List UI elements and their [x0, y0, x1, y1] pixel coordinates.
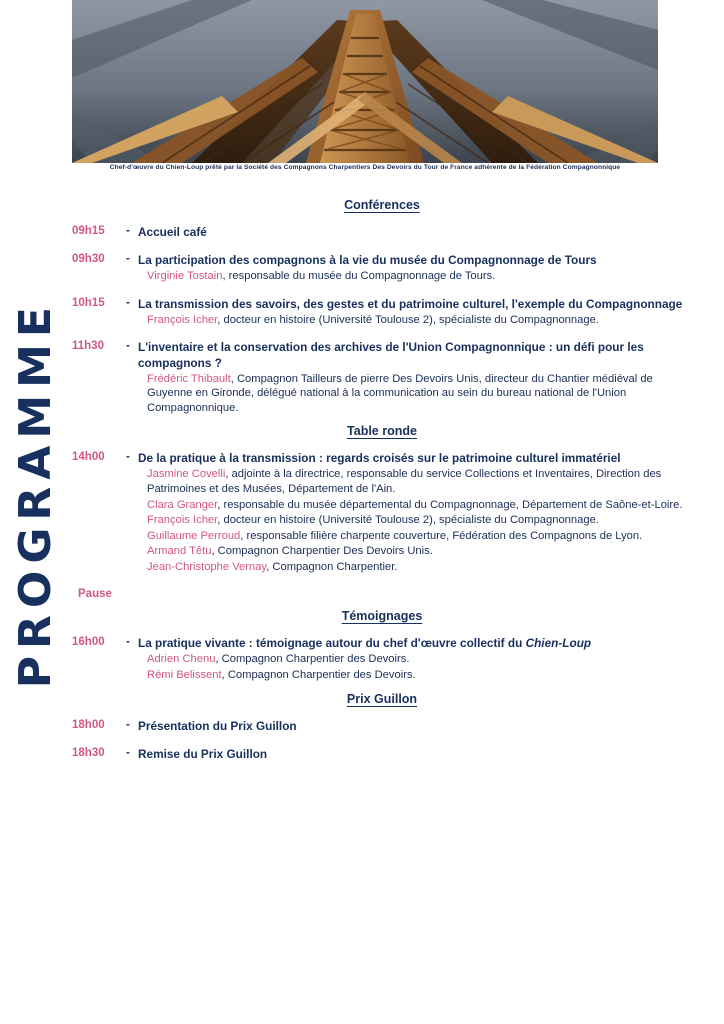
speaker-role: , Compagnon Charpentier des Devoirs.	[215, 653, 410, 666]
entry-body	[138, 747, 692, 762]
speaker	[147, 529, 692, 544]
entry-dash: -	[126, 718, 130, 731]
speaker-role: , adjointe à la directrice, responsable du service Collections et Inventaires, Direction des Patrimoines et des Musées, Département de l'Ain.	[147, 468, 662, 495]
entry-dash: -	[126, 451, 130, 464]
entry-dash: -	[126, 636, 130, 649]
speaker	[147, 467, 692, 496]
speaker-role: , responsable filière charpente couverture, Fédération des Compagnons de Lyon.	[240, 529, 643, 542]
entry-body	[138, 225, 692, 240]
section-title-table-ronde: Table ronde	[347, 424, 417, 439]
speaker-name: Virginie Tostain	[147, 270, 223, 283]
speaker-name: Jasmine Covelli	[147, 468, 226, 481]
speaker-name: Armand Têtu	[147, 545, 212, 558]
speaker	[147, 652, 692, 667]
speaker-name: Guillaume Perroud	[147, 529, 241, 542]
entry-body	[138, 253, 692, 284]
entry-dash: -	[126, 296, 130, 309]
section-title-conferences: Conférences	[344, 198, 420, 212]
entry-headline: Accueil café	[138, 225, 207, 239]
entry-speakers	[138, 652, 692, 682]
entry-time: 16h00	[72, 636, 105, 649]
speaker-role: , responsable du musée départemental du Compagnonnage, Département de Saône-et-Loire.	[217, 498, 683, 511]
programme-entry	[72, 225, 692, 240]
speaker	[147, 668, 692, 683]
speaker-role: , Compagnon Charpentier des Devoirs.	[221, 668, 416, 681]
entry-dash: -	[126, 746, 130, 759]
page-vertical-title: PROGRAMME	[10, 300, 61, 689]
speaker	[147, 513, 692, 528]
speaker	[147, 544, 692, 559]
speaker-name: François Icher	[147, 313, 218, 326]
hero-image	[72, 0, 658, 163]
entry-dash: -	[126, 340, 130, 353]
hero-caption: Chef-d'œuvre du Chien-Loup prêté par la Société des Compagnons Charpentiers Des Devoirs du Tour de France adhérente de la Fédération Compagnonnique	[109, 164, 621, 171]
entry-dash: -	[126, 225, 130, 237]
entry-speakers	[138, 313, 692, 328]
programme-entry	[72, 747, 692, 762]
speaker-role: , Compagnon Charpentier.	[266, 560, 398, 573]
programme-entry	[72, 451, 692, 574]
speaker	[147, 269, 692, 284]
wooden-structure-illustration	[72, 0, 658, 163]
entry-headline: Remise du Prix Guillon	[138, 746, 268, 761]
speaker-role: , responsable du musée du Compagnonnage de Tours.	[222, 270, 496, 283]
speaker-name: Clara Granger	[147, 498, 218, 511]
speaker	[147, 560, 692, 575]
speaker-name: Frédéric Thibault	[147, 372, 231, 385]
speaker	[147, 372, 692, 416]
entry-body	[138, 451, 692, 574]
entry-body	[138, 636, 692, 682]
programme-entry	[72, 636, 692, 682]
section-title-temoignages: Témoignages	[341, 609, 423, 624]
entry-headline: La pratique vivante : témoignage autour du chef d'œuvre collectif du Chien-Loup	[138, 636, 592, 651]
speaker-role: , Compagnon Charpentier Des Devoirs Unis.	[211, 545, 433, 558]
speaker-name: Rémi Belissent	[147, 668, 222, 681]
entry-body	[138, 340, 692, 415]
entry-dash: -	[126, 253, 130, 266]
speaker-name: Jean-Christophe Vernay	[147, 560, 267, 573]
speaker-name: Adrien Chenu	[147, 653, 216, 666]
entry-time: 18h30	[72, 746, 105, 759]
speaker-role: , Compagnon Tailleurs de pierre Des Devoirs Unis, directeur du Chantier médiéval de Guyenne en Gironde, délégué national à la communication au sein du bureau national de l'Union Compagnonnique.	[147, 372, 653, 414]
speaker-name: François Icher	[147, 514, 218, 527]
entry-time: 10h15	[72, 296, 105, 309]
section-title-prix-guillon: Prix Guillon	[346, 691, 418, 706]
speaker-role: , docteur en histoire (Université Toulouse 2), spécialiste du Compagnonnage.	[217, 514, 599, 527]
entry-headline: La transmission des savoirs, des gestes et du patrimoine culturel, l'exemple du Compagnonnage	[138, 296, 683, 311]
programme-entry	[72, 253, 692, 284]
entry-headline: Présentation du Prix Guillon	[138, 718, 297, 733]
speaker	[147, 498, 692, 513]
programme-entry	[72, 340, 692, 415]
entry-headline: La participation des compagnons à la vie du musée du Compagnonnage de Tours	[138, 253, 597, 268]
entry-body	[138, 719, 692, 734]
entry-speakers	[138, 372, 692, 416]
entry-headline: L'inventaire et la conservation des archives de l'Union Compagnonnique : un défi pour les compagnons ?	[138, 340, 644, 370]
programme-content	[72, 190, 692, 762]
entry-time: 11h30	[72, 340, 104, 353]
entry-body	[138, 297, 692, 328]
entry-speakers	[138, 467, 692, 574]
entry-headline: De la pratique à la transmission : regards croisés sur le patrimoine culturel immatériel	[138, 451, 621, 466]
entry-time: 09h30	[72, 253, 105, 266]
entry-speakers	[138, 269, 692, 284]
speaker-role: , docteur en histoire (Université Toulouse 2), spécialiste du Compagnonnage.	[217, 313, 599, 326]
entry-time: 09h15	[72, 225, 105, 237]
entry-time: 14h00	[72, 451, 105, 464]
pause-label: Pause	[78, 588, 112, 601]
entry-time: 18h00	[72, 718, 105, 731]
speaker	[147, 313, 692, 328]
programme-entry	[72, 719, 692, 734]
programme-entry	[72, 297, 692, 328]
